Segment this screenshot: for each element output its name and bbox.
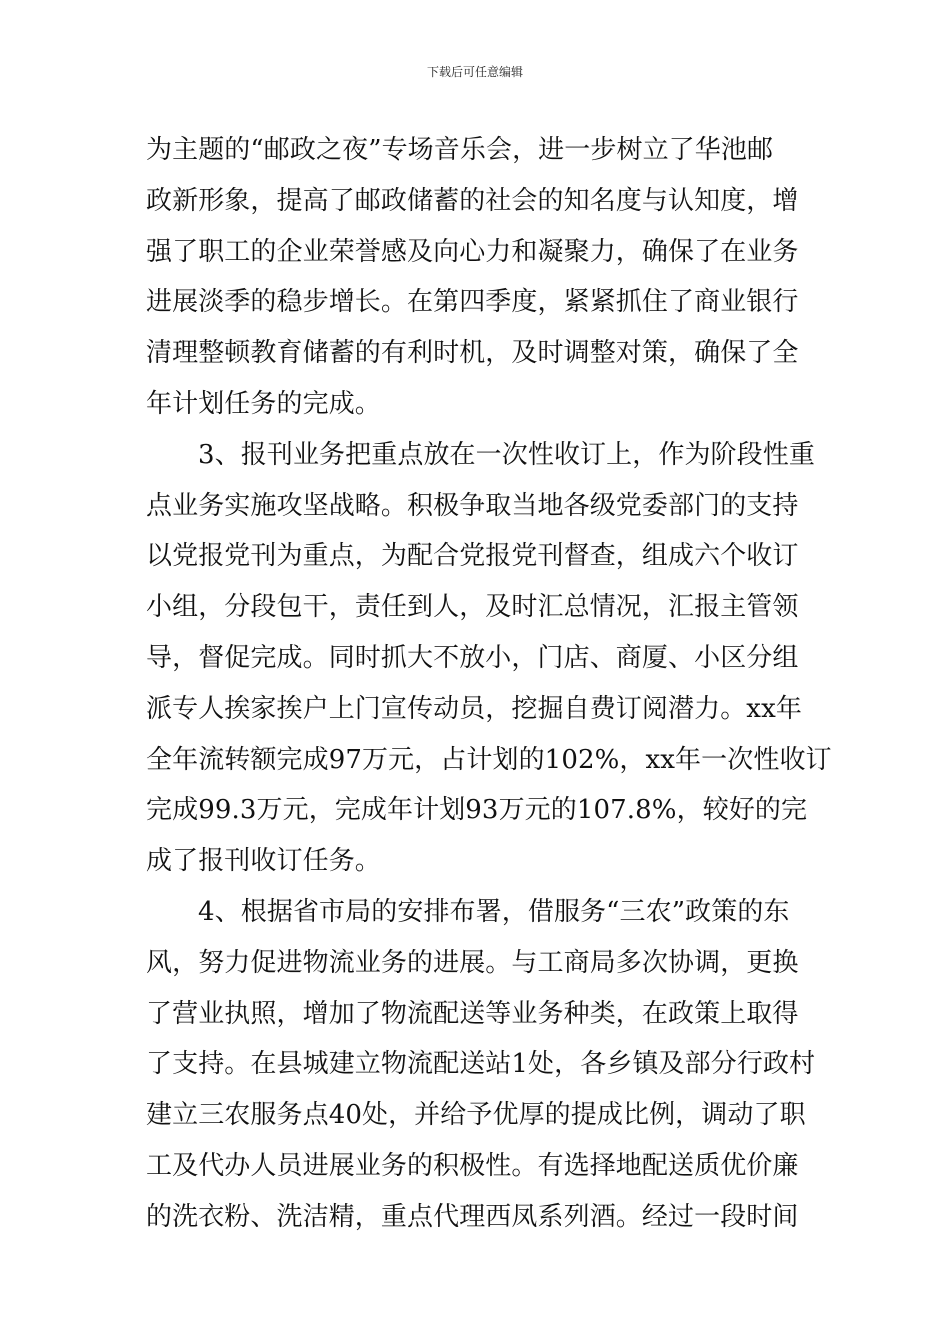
text-line: 清理整顿教育储蓄的有利时机，及时调整对策，确保了全 (146, 338, 799, 369)
paragraph-3-first-line: 3、报刊业务把重点放在一次性收订上，作为阶段性重 (198, 439, 815, 470)
text-line: 全年流转额完成97万元，占计划的102%，xx年一次性收订 (146, 744, 832, 775)
text-line: 派专人挨家挨户上门宣传动员，挖掘自费订阅潜力。xx年 (146, 693, 802, 724)
text-line: 成了报刊收订任务。 (146, 846, 381, 877)
text-line: 强了职工的企业荣誉感及向心力和凝聚力，确保了在业务 (146, 236, 799, 267)
text-line: 以党报党刊为重点，为配合党报党刊督查，组成六个收订 (146, 541, 799, 572)
document-body (146, 125, 832, 1243)
text-line: 导，督促完成。同时抓大不放小，门店、商厦、小区分组 (146, 642, 799, 673)
paragraph-4-first-line: 4、根据省市局的安排布署，借服务“三农”政策的东 (198, 896, 790, 927)
text-line: 了支持。在县城建立物流配送站1处，各乡镇及部分行政村 (146, 1049, 816, 1080)
text-line: 政新形象，提高了邮政储蓄的社会的知名度与认知度，增 (146, 185, 799, 216)
text-line: 小组，分段包干，责任到人，及时汇总情况，汇报主管领 (146, 592, 799, 623)
text-line: 建立三农服务点40处，并给予优厚的提成比例，调动了职 (146, 1100, 806, 1131)
text-line: 完成99.3万元，完成年计划93万元的107.8%，较好的完 (146, 795, 808, 826)
text-line: 年计划任务的完成。 (146, 388, 381, 419)
text-line: 点业务实施攻坚战略。积极争取当地各级党委部门的支持 (146, 490, 799, 521)
text-line: 的洗衣粉、洗洁精，重点代理西凤系列酒。经过一段时间 (146, 1201, 799, 1232)
text-line: 了营业执照，增加了物流配送等业务种类，在政策上取得 (146, 998, 799, 1029)
text-line: 进展淡季的稳步增长。在第四季度，紧紧抓住了商业银行 (146, 287, 799, 318)
text-line: 风，努力促进物流业务的进展。与工商局多次协调，更换 (146, 947, 799, 978)
text-line: 工及代办人员进展业务的积极性。有选择地配送质优价廉 (146, 1150, 799, 1181)
text-line: 为主题的“邮政之夜”专场音乐会，进一步树立了华池邮 (146, 135, 774, 165)
page-header: 下载后可任意编辑 (426, 65, 523, 79)
